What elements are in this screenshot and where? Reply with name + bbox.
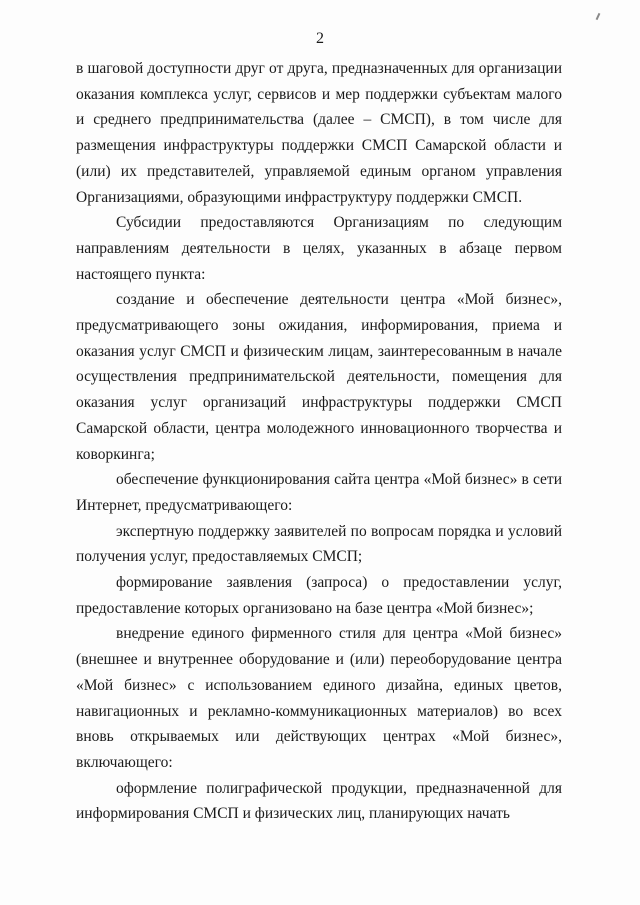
paragraph: обеспечение функционирования сайта центра «Мой бизнес» в сети Интернет, предусматривающего:: [76, 471, 562, 514]
paragraph: формирование заявления (запроса) о предоставлении услуг, предоставление которых организовано на базе центра «Мой бизнес»;: [76, 574, 562, 617]
paragraph: оформление полиграфической продукции, предназначенной для информирования СМСП и физических лиц, планирующих начать: [76, 779, 562, 823]
document-body: [76, 56, 562, 827]
paragraph: экспертную поддержку заявителей по вопросам порядка и условий получения услуг, предоставляемых СМСП;: [76, 522, 562, 566]
paragraph: создание и обеспечение деятельности центра «Мой бизнес», предусматривающего зоны ожидания, информирования, приема и оказания услуг СМСП и физическим лицам, заинтересованным в начале осуществления предпринимательской деятельности, помещения для оказания услуг организаций инфраструктуры поддержки СМСП Самарской области, центра молодежного инновационного творчества и коворкинга;: [76, 291, 562, 463]
scan-artifact: [596, 13, 601, 20]
page-number: 2: [316, 30, 324, 47]
paragraph: в шаговой доступности друг от друга, предназначенных для организации оказания комплекса услуг, сервисов и мер поддержки субъектам малого и среднего предпринимательства (далее – СМСП), в том числе для размещения инфраструктуры поддержки СМСП Самарской области и (или) их представителей, управляемой единым органом управления Организациями, образующими инфраструктуру поддержки СМСП.: [76, 60, 562, 206]
paragraph: внедрение единого фирменного стиля для центра «Мой бизнес» (внешнее и внутреннее оборудование и (или) переоборудование центра «Мой бизнес» с использованием единого дизайна, единых цветов, навигационных и рекламно-коммуникационных материалов) во всех вновь открываемых или действующих центрах «Мой бизнес», включающего:: [76, 625, 562, 771]
paragraph: Субсидии предоставляются Организациям по следующим направлениям деятельности в целях, указанных в абзаце первом настоящего пункта:: [76, 214, 562, 283]
